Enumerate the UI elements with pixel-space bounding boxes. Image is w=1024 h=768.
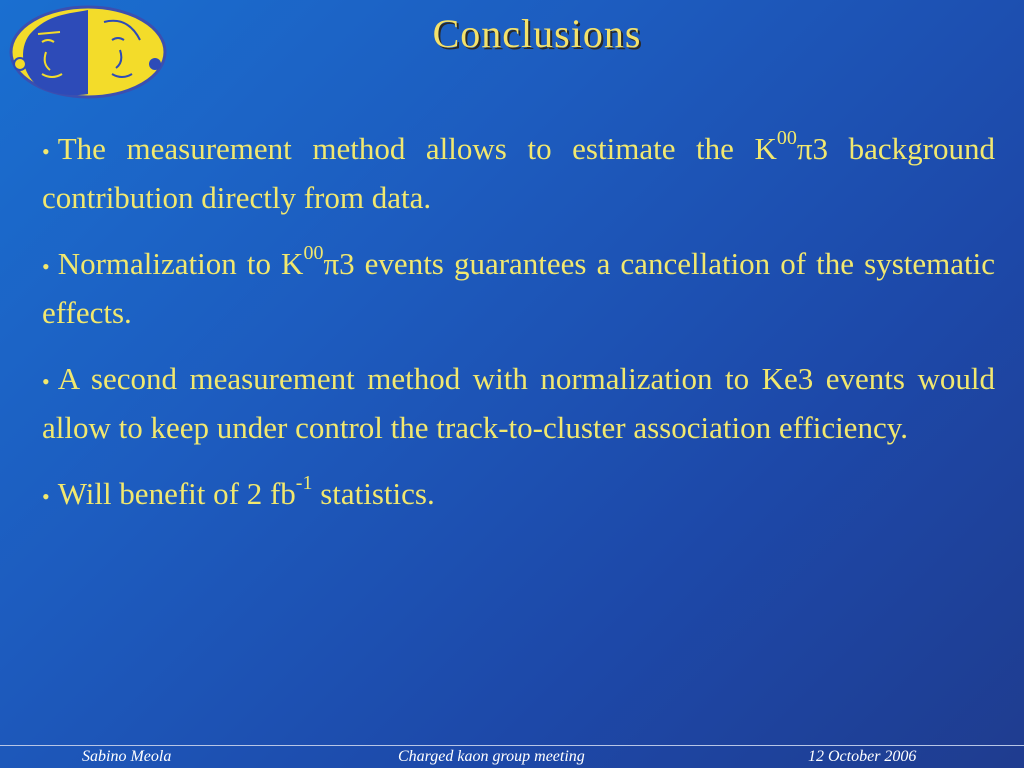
bullet-1 — [42, 126, 995, 221]
bullet-2-sup: 00 — [303, 241, 324, 264]
bullet-4-sup: -1 — [295, 471, 313, 494]
bullet-4-text: Will benefit of 2 fb — [57, 476, 296, 511]
bullet-list — [42, 126, 995, 540]
bullet-1-text: The measurement method allows to estimate the K — [57, 131, 777, 166]
slide-title — [0, 10, 1024, 57]
bullet-2-text-end: π3 events guarantees a cancellation of the systematic effects. — [42, 246, 995, 330]
footer-date: 12 October 2006 — [808, 748, 917, 765]
footer-meeting: Charged kaon group meeting — [398, 748, 585, 765]
bullet-2-text: Normalization to K — [57, 246, 304, 281]
bullet-4 — [42, 471, 995, 520]
bullet-4-text-end: statistics. — [312, 476, 435, 511]
slide-footer — [0, 745, 1024, 768]
bullet-1-sup: 00 — [776, 126, 797, 149]
bullet-3 — [42, 356, 995, 451]
bullet-2 — [42, 241, 995, 336]
footer-author: Sabino Meola — [82, 748, 172, 765]
bullet-3-text: A second measurement method with normalization to Ke3 events would allow to keep under control the track-to-cluster association efficiency. — [42, 361, 995, 445]
bullet-glyph: • — [42, 484, 50, 509]
slide-title-text: Conclusions — [432, 11, 642, 56]
bullet-glyph: • — [42, 139, 50, 164]
bullet-glyph: • — [42, 254, 50, 279]
bullet-1-text-end: π3 background contribution directly from data. — [42, 131, 995, 215]
bullet-glyph: • — [42, 369, 50, 394]
